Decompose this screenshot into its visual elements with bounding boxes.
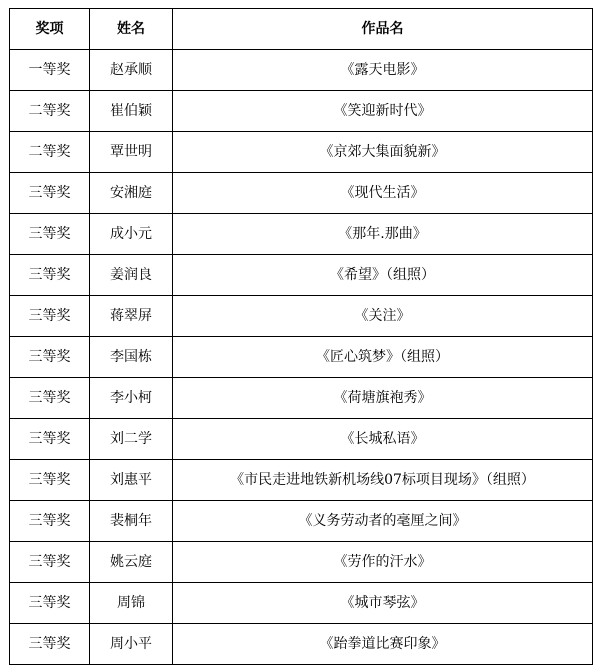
name-cell: 覃世明 bbox=[90, 132, 173, 173]
table-row bbox=[10, 50, 593, 91]
table-row bbox=[10, 173, 593, 214]
table-row bbox=[10, 378, 593, 419]
name-cell: 安湘庭 bbox=[90, 173, 173, 214]
name-cell: 赵承顺 bbox=[90, 50, 173, 91]
name-cell: 刘二学 bbox=[90, 419, 173, 460]
award-cell: 三等奖 bbox=[10, 173, 90, 214]
name-cell: 裴桐年 bbox=[90, 501, 173, 542]
table-body bbox=[10, 50, 593, 665]
award-cell: 一等奖 bbox=[10, 50, 90, 91]
table-row bbox=[10, 624, 593, 665]
award-cell: 三等奖 bbox=[10, 501, 90, 542]
name-cell: 周小平 bbox=[90, 624, 173, 665]
award-cell: 三等奖 bbox=[10, 337, 90, 378]
name-cell: 崔伯颖 bbox=[90, 91, 173, 132]
table-row bbox=[10, 296, 593, 337]
award-cell: 三等奖 bbox=[10, 378, 90, 419]
work-cell: 《荷塘旗袍秀》 bbox=[173, 378, 593, 419]
table-row bbox=[10, 214, 593, 255]
award-cell: 二等奖 bbox=[10, 132, 90, 173]
header-award: 奖项 bbox=[10, 9, 90, 50]
work-cell: 《那年.那曲》 bbox=[173, 214, 593, 255]
award-cell: 三等奖 bbox=[10, 214, 90, 255]
name-cell: 周锦 bbox=[90, 583, 173, 624]
table-row bbox=[10, 419, 593, 460]
table-row bbox=[10, 132, 593, 173]
work-cell: 《义务劳动者的毫厘之间》 bbox=[173, 501, 593, 542]
table-header-row bbox=[10, 9, 593, 50]
work-cell: 《京郊大集面貌新》 bbox=[173, 132, 593, 173]
table-row bbox=[10, 91, 593, 132]
name-cell: 蒋翠屏 bbox=[90, 296, 173, 337]
award-cell: 二等奖 bbox=[10, 91, 90, 132]
work-cell: 《露天电影》 bbox=[173, 50, 593, 91]
table-row bbox=[10, 501, 593, 542]
work-cell: 《希望》（组照） bbox=[173, 255, 593, 296]
work-cell: 《劳作的汗水》 bbox=[173, 542, 593, 583]
award-cell: 三等奖 bbox=[10, 460, 90, 501]
table-row bbox=[10, 255, 593, 296]
name-cell: 成小元 bbox=[90, 214, 173, 255]
table-row bbox=[10, 542, 593, 583]
name-cell: 姜润良 bbox=[90, 255, 173, 296]
work-cell: 《笑迎新时代》 bbox=[173, 91, 593, 132]
work-cell: 《市民走进地铁新机场线07标项目现场》（组照） bbox=[173, 460, 593, 501]
name-cell: 姚云庭 bbox=[90, 542, 173, 583]
header-name: 姓名 bbox=[90, 9, 173, 50]
work-cell: 《现代生活》 bbox=[173, 173, 593, 214]
name-cell: 李小柯 bbox=[90, 378, 173, 419]
award-cell: 三等奖 bbox=[10, 296, 90, 337]
work-cell: 《城市琴弦》 bbox=[173, 583, 593, 624]
award-cell: 三等奖 bbox=[10, 255, 90, 296]
award-cell: 三等奖 bbox=[10, 419, 90, 460]
table-row bbox=[10, 583, 593, 624]
table-row bbox=[10, 337, 593, 378]
work-cell: 《跆拳道比赛印象》 bbox=[173, 624, 593, 665]
work-cell: 《匠心筑梦》（组照） bbox=[173, 337, 593, 378]
header-work: 作品名 bbox=[173, 9, 593, 50]
award-cell: 三等奖 bbox=[10, 583, 90, 624]
name-cell: 李国栋 bbox=[90, 337, 173, 378]
award-table bbox=[9, 8, 593, 665]
work-cell: 《关注》 bbox=[173, 296, 593, 337]
table-row bbox=[10, 460, 593, 501]
name-cell: 刘惠平 bbox=[90, 460, 173, 501]
award-cell: 三等奖 bbox=[10, 542, 90, 583]
award-cell: 三等奖 bbox=[10, 624, 90, 665]
work-cell: 《长城私语》 bbox=[173, 419, 593, 460]
